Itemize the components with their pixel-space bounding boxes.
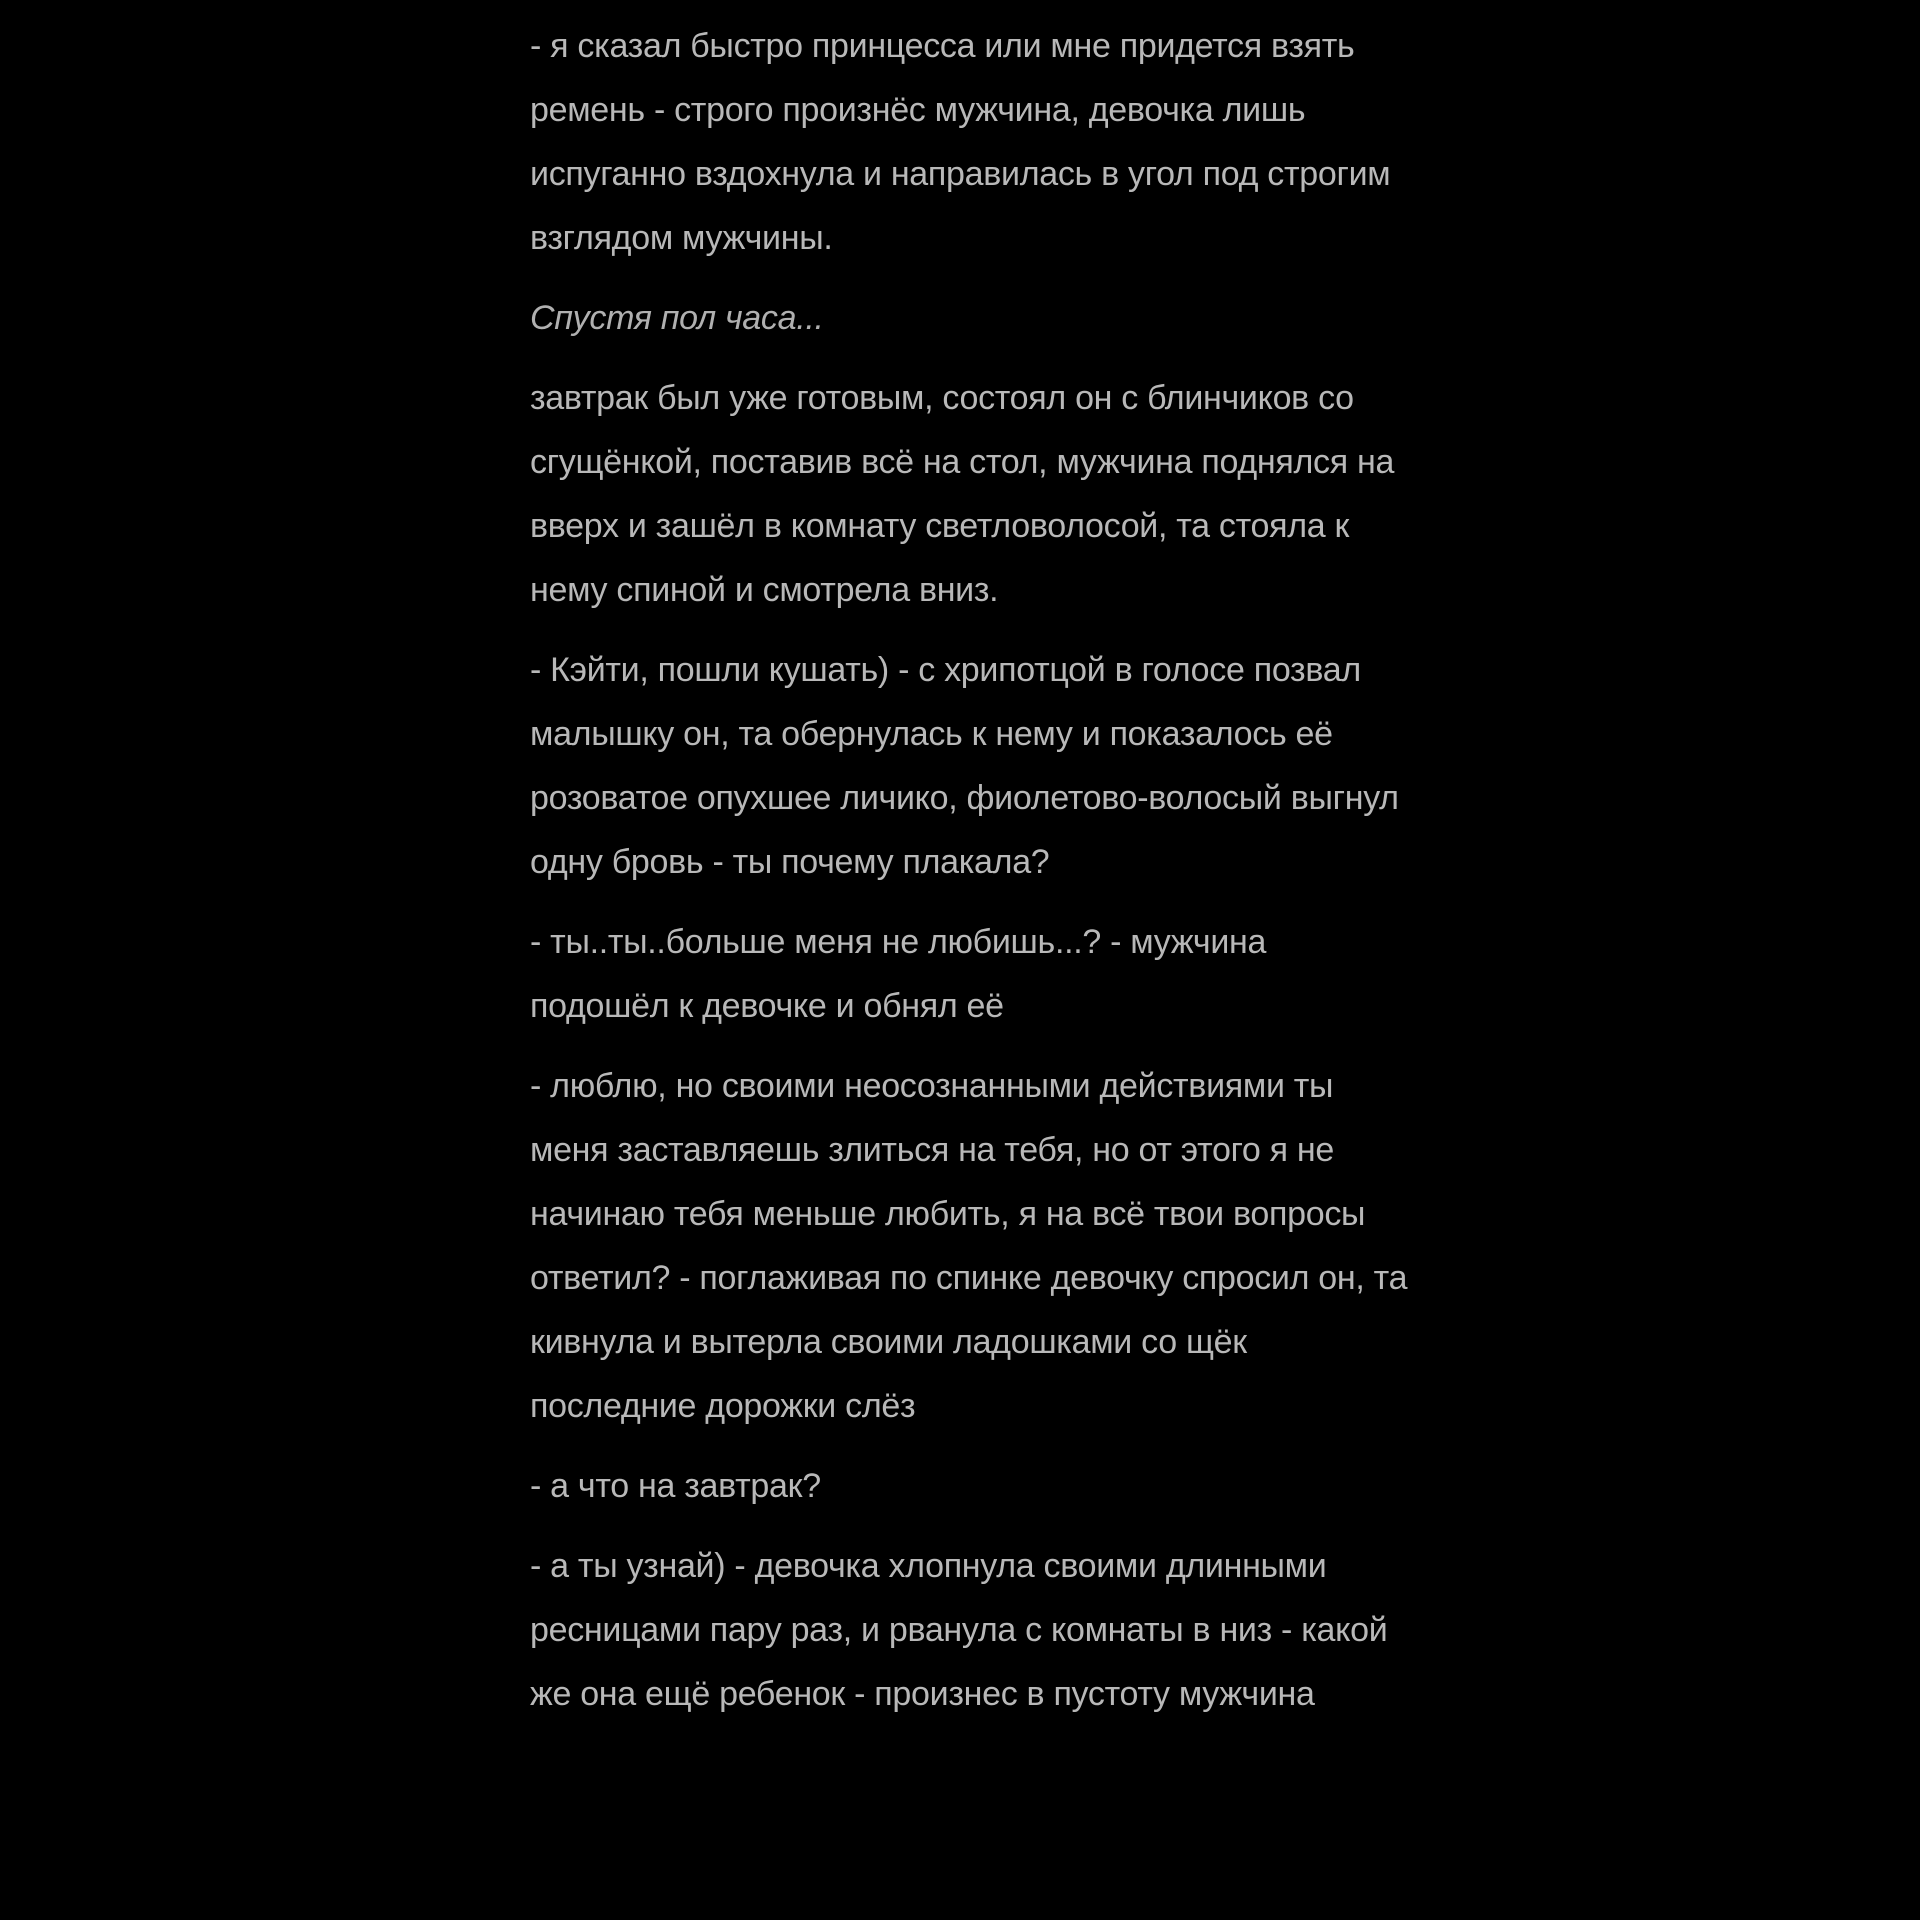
story-paragraph: - а ты узнай) - девочка хлопнула своими длинными ресницами пару раз, и рванула с комнаты в низ - какой же она ещё ребенок - произнес в пустоту мужчина [530,1547,1388,1713]
story-text [530,14,1410,1742]
story-paragraph: - ты..ты..больше меня не любишь...? - мужчина подошёл к девочке и обнял её [530,923,1267,1025]
story-paragraph: - я сказал быстро принцесса или мне придется взять ремень - строго произнёс мужчина, девочка лишь испуганно вздохнула и направилась в угол под строгим взглядом мужчины. [530,27,1391,257]
story-paragraph: - Кэйти, пошли кушать) - с хрипотцой в голосе позвал малышку он, та обернулась к нему и показалось её розоватое опухшее личико, фиолетово-волосый выгнул одну бровь - ты почему плакала? [530,651,1399,881]
story-paragraph: - а что на завтрак? [530,1467,821,1505]
story-paragraph-time-skip: Спустя пол часа... [530,299,824,337]
story-paragraph: - люблю, но своими неосознанными действиями ты меня заставляешь злиться на тебя, но от этого я не начинаю тебя меньше любить, я на всё твои вопросы ответил? - поглаживая по спинке девочку спросил он, та кивнула и вытерла своими ладошками со щёк последние дорожки слёз [530,1067,1408,1425]
story-paragraph: завтрак был уже готовым, состоял он с блинчиков со сгущёнкой, поставив всё на стол, мужчина поднялся на вверх и зашёл в комнату светловолосой, та стояла к нему спиной и смотрела вниз. [530,379,1395,609]
